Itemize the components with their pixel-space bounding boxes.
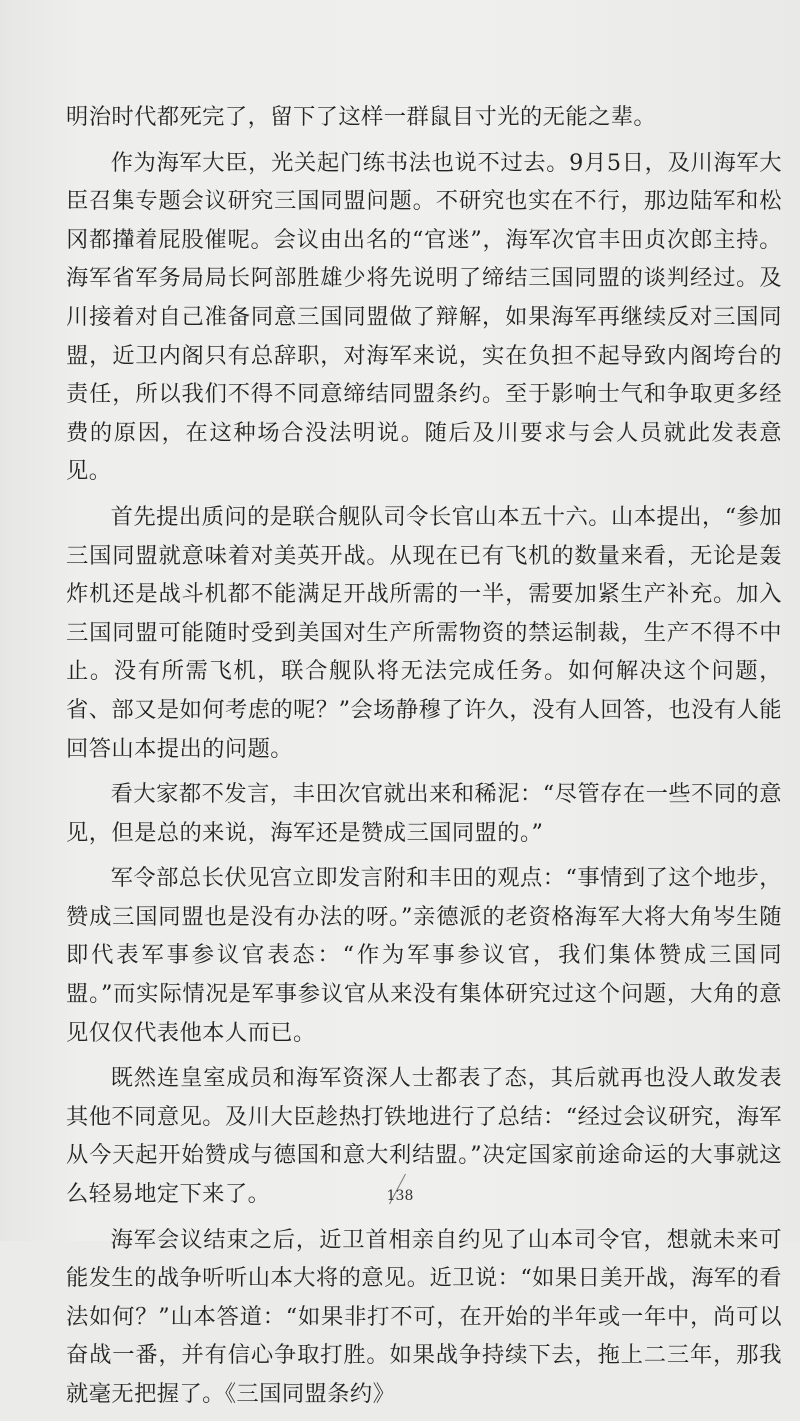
paragraph-6: 既然连皇室成员和海军资深人士都表了态，其后就再也没人敢发表其他不同意见。及川大臣趁热打铁地进行了总结：“经过会议研究，海军从今天起开始赞成与德国和意大利结盟。”决定国家前途命运的大事就这么轻易地定下来了。 — [66, 1065, 782, 1208]
paragraph-2: 作为海军大臣，光关起门练书法也说不过去。9月5日，及川海军大臣召集专题会议研究三国同盟问题。不研究也实在不行，那边陆军和松冈都攆着屁股催呢。会议由出名的“官迷”，海军次官丰田贞次郎主持。海军省军务局局长阿部胜雄少将先说明了缔结三国同盟的谈判经过。及川接着对自己准备同意三国同盟做了辩解，如果海军再继续反对三国同盟，近卫内阁只有总辞职，对海军来说，实在负担不起导致内阁垮台的责任，所以我们不得不同意缔结同盟条约。至于影响士气和争取更多经费的原因，在这种场合没法明说。随后及川要求与会人员就此发表意见。 — [66, 149, 782, 485]
paragraph-3: 首先提出质问的是联合舰队司令长官山本五十六。山本提出，“参加三国同盟就意味着对美英开战。从现在已有飞机的数量来看，无论是轰炸机还是战斗机都不能满足开战所需的一半，需要加紧生产补充。加入三国同盟可能随时受到美国对生产所需物资的禁运制裁，生产不得不中止。没有所需飞机，联合舰队将无法完成任务。如何解决这个问题，省、部又是如何考虑的呢？”会场静穆了许久，没有人回答，也没有人能回答山本提出的问题。 — [66, 503, 782, 762]
body-text — [66, 98, 782, 1421]
paragraph-1: 明治时代都死完了，留下了这样一群鼠目寸光的无能之辈。 — [66, 104, 657, 130]
page-number: 138 — [386, 1188, 414, 1204]
paragraph-7: 海军会议结束之后，近卫首相亲自约见了山本司令官，想就未来可能发生的战争听听山本大将的意见。近卫说：“如果日美开战，海军的看法如何？”山本答道：“如果非打不可，在开始的半年或一年中，尚可以奋战一番，并有信心争取打胜。如果战争持续下去，拖上二三年，那我就毫无把握了。《三国同盟条约》 — [66, 1226, 782, 1407]
paragraph-4: 看大家都不发言，丰田次官就出来和稀泥：“尽管存在一些不同的意见，但是总的来说，海军还是赞成三国同盟的。” — [66, 781, 782, 846]
paragraph-5: 军令部总长伏见宫立即发言附和丰田的观点：“事情到了这个地步，赞成三国同盟也是没有办法的呀。”亲德派的老资格海军大将大角岑生随即代表军事参议官表态：“作为军事参议官，我们集体赞成三国同盟。”而实际情况是军事参议官从来没有集体研究过这个问题，大角的意见仅仅代表他本人而已。 — [66, 865, 782, 1046]
